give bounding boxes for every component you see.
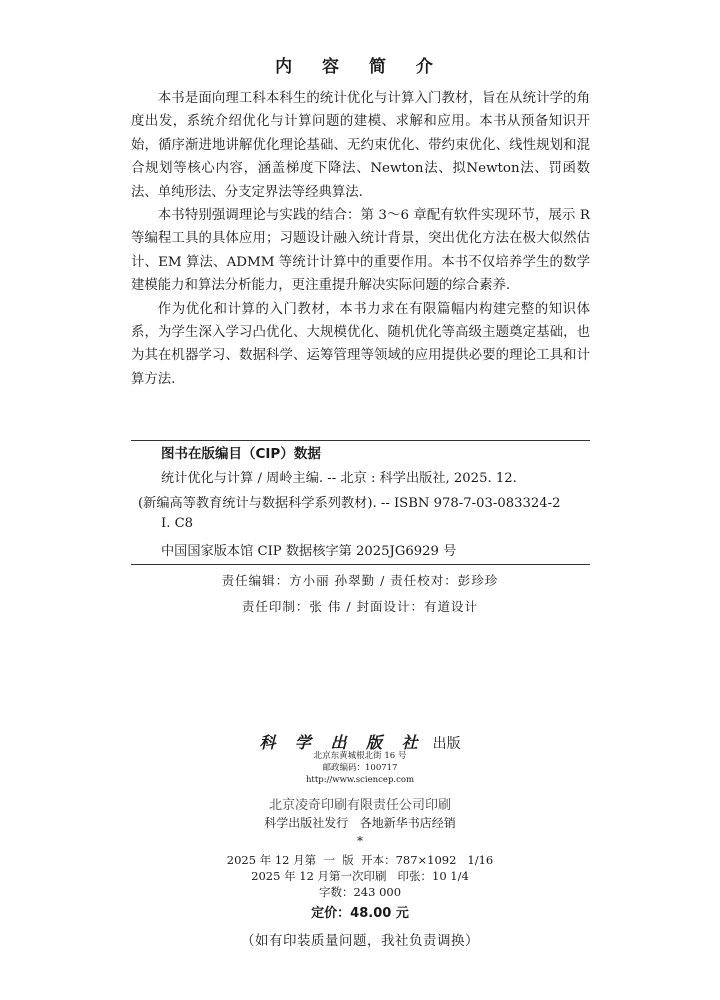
printer-line: 北京凌奇印刷有限责任公司印刷 xyxy=(268,798,451,813)
publisher-address: 北京东黄城根北街 16 号 xyxy=(313,751,407,761)
edition-line: 2025 年 12 月第 一 版 开本：787×1092 1/16 xyxy=(226,853,494,867)
summary-paragraph-2: 本书特别强调理论与实践的结合：第 3～6 章配有软件实现环节，展示 R 等编程工具的具体应用；习题设计融入统计背景，突出优化方法在极大似然估计、EM 算法、ADMM 等统计计算中的重要作用。本书不仅培养学生的数学建模能力和算法分析能力，更注重提升解决实际问题的综合素养. xyxy=(131,208,590,294)
distribution-line: 科学出版社发行 各地新华书店经销 xyxy=(264,816,456,830)
printing-line: 2025 年 12 月第一次印刷 印张：10 1/4 xyxy=(251,869,469,883)
production-credits: 责任印制：张 伟 / 封面设计：有道设计 xyxy=(241,599,479,614)
cip-record-number: 中国国家版本馆 CIP 数据核字第 2025JG6929 号 xyxy=(161,544,457,559)
price-line: 定价：48.00 元 xyxy=(311,906,409,921)
separator-star: * xyxy=(357,834,363,848)
cip-top-rule xyxy=(131,440,590,441)
publisher-postcode: 邮政编码：100717 xyxy=(322,763,398,773)
quality-notice: （如有印装质量问题，我社负责调换） xyxy=(241,933,479,949)
editor-credits: 责任编辑：方小丽 孙翠勤 / 责任校对：彭珍珍 xyxy=(221,573,499,588)
word-count-line: 字数：243 000 xyxy=(318,885,402,899)
cip-heading: 图书在版编目（CIP）数据 xyxy=(161,446,321,462)
publisher-website: http://www.sciencep.com xyxy=(305,775,415,785)
cip-bottom-rule xyxy=(131,564,590,565)
summary-paragraph-3: 作为优化和计算的入门教材，本书力求在有限篇幅内构建完整的知识体系，为学生深入学习凸优化、大规模优化、随机优化等高级主题奠定基础，也为其在机器学习、数据科学、运筹管理等领域的应用提供必要的理论工具和计算方法. xyxy=(131,301,590,387)
cip-classification-line: Ⅰ. C8 xyxy=(161,516,194,531)
publisher-suffix: 出版 xyxy=(432,736,461,752)
page-title: 内 容 简 介 xyxy=(275,57,445,77)
summary-paragraph-1: 本书是面向理工科本科生的统计优化与计算入门教材，旨在从统计学的角度出发，系统介绍优化与计算问题的建模、求解和应用。本书从预备知识开始，循序渐进地讲解优化理论基础、无约束优化、带约束优化、线性规划和混合规划等核心内容，涵盖梯度下降法、Newton法、拟Newton法、罚函数法、单纯形法、分支定界法等经典算法. xyxy=(131,91,590,200)
publisher-logo: 科 学 出 版 社 xyxy=(259,733,425,752)
cip-series-isbn-line: (新编高等教育统计与数据科学系列教材). -- ISBN 978-7-03-083324-2 xyxy=(138,496,561,511)
content-summary xyxy=(131,87,590,391)
cip-bibliographic-line: 统计优化与计算 / 周岭主编. -- 北京 : 科学出版社, 2025. 12. xyxy=(161,471,517,486)
